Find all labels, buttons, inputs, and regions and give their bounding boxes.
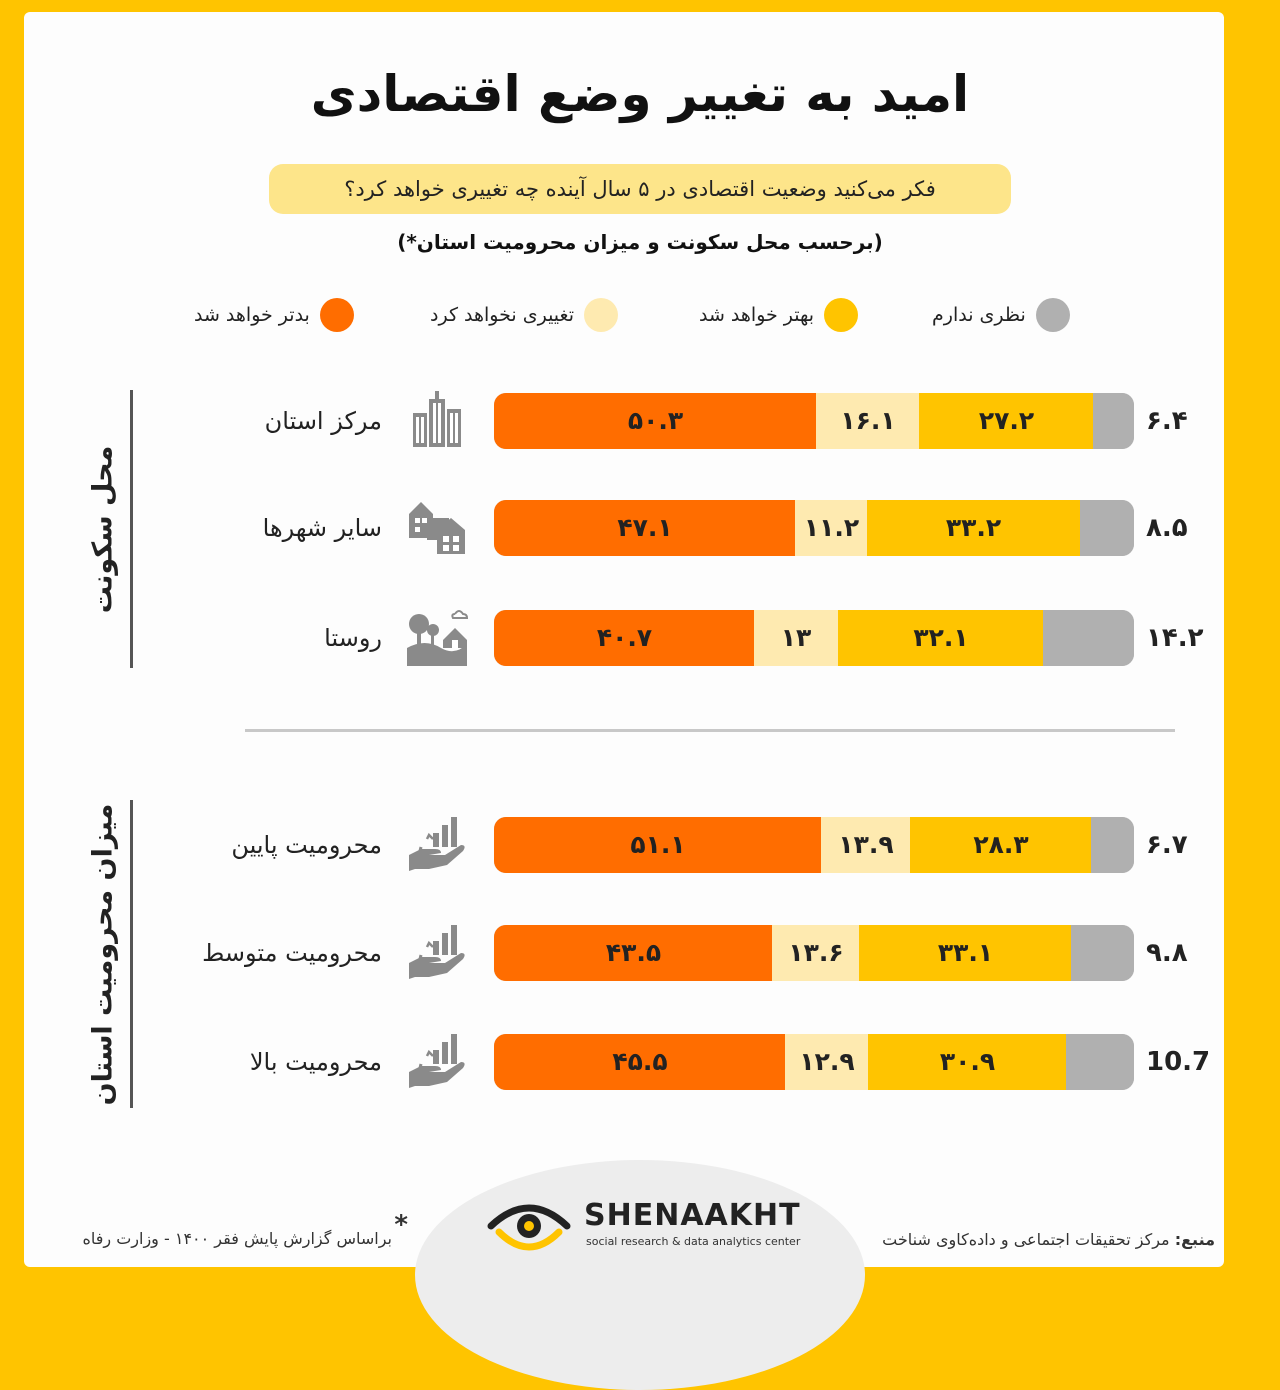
- bar-track: [494, 610, 1134, 666]
- hand-growth-chart-icon: [405, 811, 469, 875]
- section-divider: [245, 729, 1175, 732]
- legend-swatch-no-opinion: [1036, 298, 1070, 332]
- group-label-residence-text: محل سکونت: [87, 445, 119, 613]
- bar-segment-worse: ۴۵.۵: [494, 1034, 786, 1090]
- bar-segment-better: ۳۲.۱: [838, 610, 1044, 666]
- bar-segment-better: ۳۳.۱: [859, 925, 1072, 981]
- brand-name: SHENAAKHT: [584, 1198, 801, 1233]
- bar-row: [0, 393, 1280, 449]
- footer-arc: [415, 1160, 865, 1390]
- bar-segment-better: ۳۰.۹: [868, 1034, 1067, 1090]
- category-label: مرکز استان: [264, 407, 382, 435]
- footnote-mark: *: [394, 1210, 408, 1240]
- data-label-no-opinion: ۶.۴: [1146, 406, 1188, 436]
- hand-growth-chart-icon: [405, 919, 469, 983]
- bar-segment-no-change: ۱۶.۱: [816, 393, 920, 449]
- legend-swatch-no-change: [584, 298, 618, 332]
- legend-label-no-opinion: نظری ندارم: [932, 304, 1026, 326]
- bar-segment-no-opinion: [1043, 610, 1134, 666]
- bar-segment-worse: ۵۰.۳: [494, 393, 817, 449]
- bar-row: [0, 1034, 1280, 1090]
- bar-segment-better: ۲۷.۲: [919, 393, 1094, 449]
- bar-segment-no-opinion: [1080, 500, 1134, 556]
- bar-segment-worse: ۵۱.۱: [494, 817, 822, 873]
- legend-label-no-change: تغییری نخواهد کرد: [430, 304, 574, 326]
- bar-segment-worse: ۴۰.۷: [494, 610, 755, 666]
- legend-label-better: بهتر خواهد شد: [699, 304, 815, 326]
- page-title: امید به تغییر وضع اقتصادی: [310, 65, 970, 123]
- category-label: محرومیت بالا: [249, 1048, 382, 1076]
- source-text: مرکز تحقیقات اجتماعی و داده‌کاوی شناخت: [882, 1230, 1170, 1249]
- category-label: محرومیت پایین: [231, 831, 382, 859]
- bar-segment-no-opinion: [1071, 925, 1134, 981]
- footnote-text: براساس گزارش پایش فقر ۱۴۰۰ - وزارت رفاه: [82, 1229, 392, 1248]
- bar-track: [494, 1034, 1134, 1090]
- bar-track: [494, 500, 1134, 556]
- legend-item-worse: [194, 298, 354, 332]
- bar-segment-no-change: ۱۳: [754, 610, 838, 666]
- data-label-no-opinion: ۹.۸: [1146, 938, 1188, 968]
- bar-row: [0, 500, 1280, 556]
- village-icon: [405, 604, 469, 668]
- bar-row: [0, 925, 1280, 981]
- bar-segment-no-change: ۱۳.۹: [821, 817, 911, 873]
- bar-segment-no-opinion: [1093, 393, 1134, 449]
- bar-segment-better: ۳۳.۲: [867, 500, 1080, 556]
- legend-swatch-worse: [320, 298, 354, 332]
- bar-segment-no-opinion: [1091, 817, 1134, 873]
- bar-segment-no-opinion: [1066, 1034, 1134, 1090]
- data-label-no-opinion: ۱۴.۲: [1146, 623, 1204, 653]
- source-label: منبع:: [1174, 1230, 1215, 1249]
- bar-track: [494, 817, 1134, 873]
- question-banner: فکر می‌کنید وضعیت اقتصادی در ۵ سال آینده چه تغییری خواهد کرد؟: [269, 164, 1011, 214]
- bar-segment-no-change: ۱۱.۲: [795, 500, 868, 556]
- legend-item-better: [699, 298, 858, 332]
- bar-segment-no-change: ۱۲.۹: [785, 1034, 869, 1090]
- legend-item-no-change: [430, 298, 618, 332]
- data-label-no-opinion: ۶.۷: [1146, 830, 1188, 860]
- eye-logo-icon: [487, 1196, 571, 1256]
- data-label-no-opinion: 10.7: [1146, 1047, 1211, 1077]
- legend-label-worse: بدتر خواهد شد: [194, 304, 310, 326]
- category-label: محرومیت متوسط: [202, 939, 382, 967]
- data-label-no-opinion: ۸.۵: [1146, 513, 1188, 543]
- source-credit: [882, 1230, 1215, 1249]
- bar-row: [0, 610, 1280, 666]
- hand-growth-chart-icon: [405, 1028, 469, 1092]
- bar-row: [0, 817, 1280, 873]
- chart-subtitle: (برحسب محل سکونت و میزان محرومیت استان*): [397, 230, 883, 254]
- legend-swatch-better: [824, 298, 858, 332]
- bar-segment-worse: ۴۷.۱: [494, 500, 796, 556]
- category-label: سایر شهرها: [262, 514, 382, 542]
- bar-track: [494, 925, 1134, 981]
- bar-segment-better: ۲۸.۳: [910, 817, 1092, 873]
- bar-segment-worse: ۴۳.۵: [494, 925, 773, 981]
- group-label-deprivation-text: میزان محرومیت استان: [87, 803, 119, 1105]
- legend-item-no-opinion: [932, 298, 1070, 332]
- category-label: روستا: [324, 624, 382, 652]
- brand-tagline: social research & data analytics center: [586, 1235, 801, 1248]
- bar-segment-no-change: ۱۳.۶: [772, 925, 860, 981]
- houses-icon: [405, 494, 469, 558]
- footnote: [68, 1210, 408, 1255]
- city-buildings-icon: [405, 387, 469, 451]
- bar-track: [494, 393, 1134, 449]
